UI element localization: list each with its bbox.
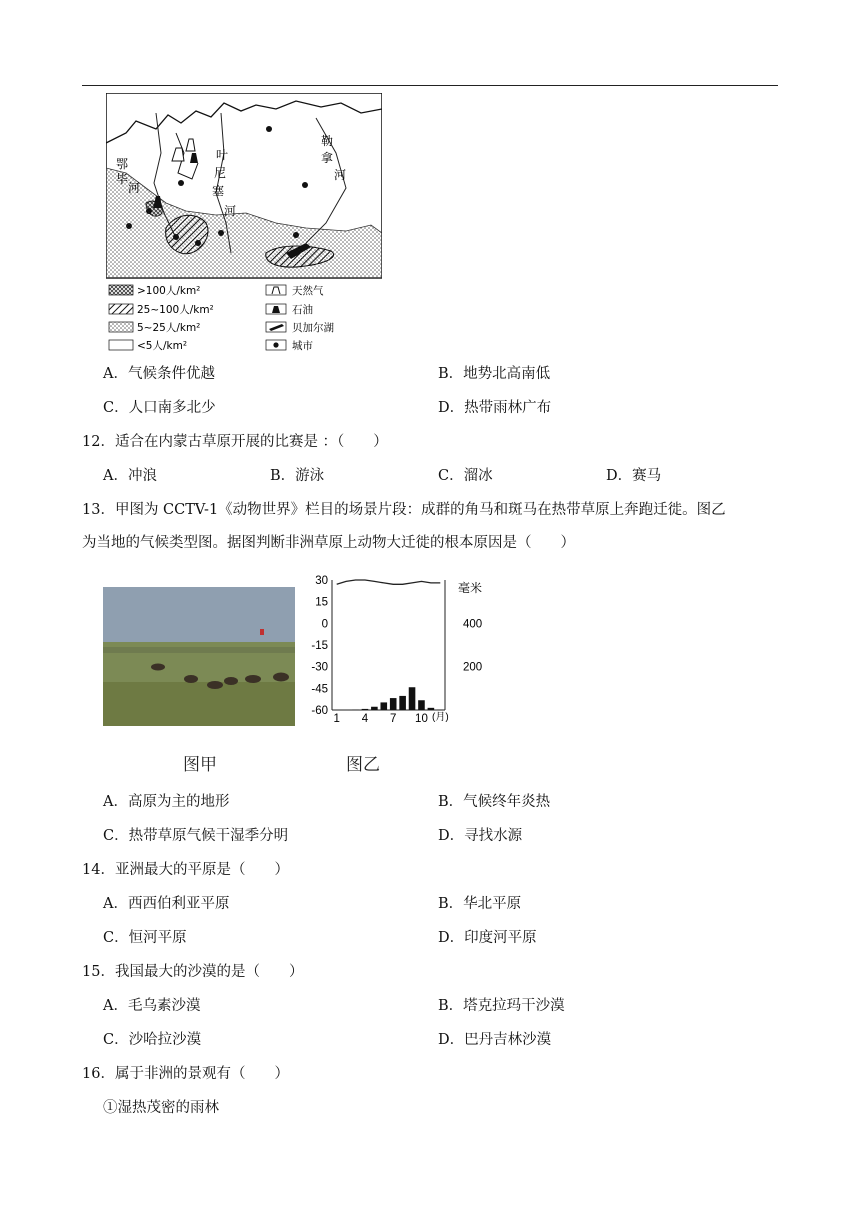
y-tick-label: 0 bbox=[321, 618, 328, 631]
climate-chart bbox=[300, 570, 500, 730]
legend-label-6: 石油 bbox=[292, 304, 313, 316]
q11-option-a: A．气候条件优越 bbox=[103, 366, 215, 382]
y2-unit-label: 毫米 bbox=[458, 581, 483, 595]
q13-option-b: B．气候终年炎热 bbox=[438, 794, 551, 810]
caption-figure-a: 图甲 bbox=[183, 755, 217, 775]
q11-option-c: C．人口南多北少 bbox=[103, 400, 216, 416]
map-label-yenisei-2: 尼 bbox=[214, 166, 227, 180]
map-label-lena-1: 勒 bbox=[321, 134, 334, 148]
legend-label-4: <5人/km² bbox=[137, 340, 188, 352]
q12-stem: 12．适合在内蒙古草原开展的比赛是 ：（ ） bbox=[82, 434, 388, 450]
precip-bar bbox=[409, 687, 416, 710]
map-label-lena-3: 河 bbox=[334, 168, 347, 182]
q15-option-b: B．塔克拉玛干沙漠 bbox=[438, 998, 565, 1014]
legend-label-7: 贝加尔湖 bbox=[292, 322, 334, 334]
map-label-lena-2: 拿 bbox=[321, 151, 334, 165]
legend-label-1: >100人/km² bbox=[137, 285, 201, 297]
map-legend bbox=[109, 284, 334, 352]
legend-label-5: 天然气 bbox=[292, 285, 324, 297]
q12-option-a: A．冲浪 bbox=[103, 468, 157, 484]
precip-bar bbox=[390, 698, 397, 710]
map-label-yenisei-4: 河 bbox=[224, 204, 237, 218]
precip-bar bbox=[399, 696, 406, 710]
q15-option-a: A．毛乌素沙漠 bbox=[103, 998, 201, 1014]
savanna-photo bbox=[103, 587, 295, 726]
x-unit-label: (月) bbox=[432, 712, 449, 723]
y-tick-label: -45 bbox=[311, 683, 328, 696]
precip-bar bbox=[428, 708, 435, 710]
q15-stem: 15．我国最大的沙漠的是（ ） bbox=[82, 964, 304, 980]
precip-bar bbox=[371, 707, 378, 710]
map-label-obi-3: 河 bbox=[128, 181, 141, 195]
q13-option-a: A．高原为主的地形 bbox=[103, 794, 230, 810]
siberia-map bbox=[106, 93, 382, 353]
y2-tick-label: 400 bbox=[463, 618, 483, 631]
q12-option-b: B．游泳 bbox=[270, 468, 325, 484]
x-tick-label: 10 bbox=[415, 713, 428, 725]
q12-option-c: C．溜冰 bbox=[438, 468, 493, 484]
x-tick-label: 4 bbox=[361, 713, 369, 725]
precip-bar bbox=[362, 709, 369, 710]
legend-label-8: 城市 bbox=[292, 340, 313, 352]
x-tick-label: 7 bbox=[390, 713, 397, 725]
q13-option-c: C．热带草原气候干湿季分明 bbox=[103, 828, 289, 844]
q16-item-1: ①湿热茂密的雨林 bbox=[103, 1100, 219, 1116]
caption-figure-b: 图乙 bbox=[346, 755, 380, 775]
q13-stem-line1: 13．甲图为 CCTV-1《动物世界》栏目的场景片段：成群的角马和斑马在热带草原上奔跑迁徙。图乙 bbox=[82, 502, 726, 518]
q15-option-c: C．沙哈拉沙漠 bbox=[103, 1032, 202, 1048]
precip-bar bbox=[380, 702, 387, 710]
q13-option-d: D．寻找水源 bbox=[438, 828, 523, 844]
header-rule bbox=[82, 85, 778, 86]
map-label-yenisei-3: 塞 bbox=[212, 184, 225, 198]
q14-option-a: A．西西伯利亚平原 bbox=[103, 896, 230, 912]
q12-option-d: D．赛马 bbox=[606, 468, 662, 484]
y-tick-label: -15 bbox=[311, 640, 328, 652]
map-label-yenisei-1: 叶 bbox=[216, 148, 229, 162]
temperature-line bbox=[337, 580, 441, 584]
q11-option-d: D．热带雨林广布 bbox=[438, 400, 552, 416]
y-tick-label: 15 bbox=[315, 596, 328, 609]
y-tick-label: -30 bbox=[311, 661, 328, 674]
y-tick-label: -60 bbox=[311, 705, 328, 717]
y2-tick-label: 200 bbox=[463, 661, 483, 674]
q13-stem-line2: 为当地的气候类型图。据图判断非洲草原上动物大迁徙的根本原因是（ ） bbox=[82, 535, 575, 551]
city-icon bbox=[273, 342, 278, 347]
q14-stem: 14．亚洲最大的平原是（ ） bbox=[82, 862, 289, 878]
map-label-obi-2: 毕 bbox=[116, 172, 129, 186]
legend-label-2: 25~100人/km² bbox=[137, 304, 214, 316]
precip-bar bbox=[418, 700, 425, 710]
map-label-obi-1: 鄂 bbox=[116, 157, 129, 171]
q14-option-c: C．恒河平原 bbox=[103, 930, 187, 946]
q14-option-d: D．印度河平原 bbox=[438, 930, 537, 946]
q15-option-d: D．巴丹吉林沙漠 bbox=[438, 1032, 552, 1048]
q16-stem: 16．属于非洲的景观有（ ） bbox=[82, 1066, 289, 1082]
q11-option-b: B．地势北高南低 bbox=[438, 366, 551, 382]
legend-label-3: 5~25人/km² bbox=[137, 322, 201, 334]
x-tick-label: 1 bbox=[333, 713, 340, 725]
q14-option-b: B．华北平原 bbox=[438, 896, 522, 912]
y-tick-label: 30 bbox=[315, 575, 328, 587]
